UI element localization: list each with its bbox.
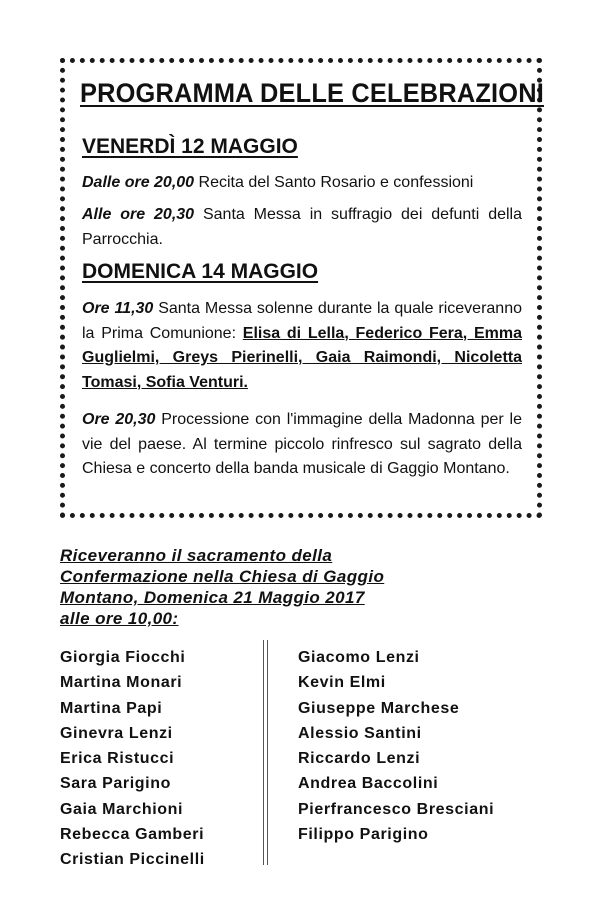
name-item: Erica Ristucci	[60, 750, 175, 768]
name-item: Rebecca Gamberi	[60, 826, 205, 844]
confirmation-heading	[60, 545, 530, 629]
name-item: Pierfrancesco Bresciani	[298, 800, 495, 818]
name-item: Kevin Elmi	[298, 674, 386, 692]
name-item: Giorgia Fiocchi	[60, 649, 186, 666]
name-item: Alessio Santini	[298, 724, 422, 742]
event-text: Santa Messa solenne durante la quale riceveranno la Prima Comunione:	[82, 300, 522, 342]
name-item: Filippo Parigino	[298, 826, 429, 844]
name-item: Ginevra Lenzi	[60, 724, 173, 742]
communion-names: Elisa di Lella, Federico Fera, Emma Guglielmi, Greys Pierinelli, Gaia Raimondi, Nicoletta Tomasi, Sofia Venturi.	[82, 324, 522, 391]
name-item: Martina Papi	[60, 699, 163, 717]
name-item: Martina Monari	[60, 674, 183, 692]
name-item: Andrea Baccolini	[298, 775, 439, 793]
confirmation-names-right	[298, 645, 494, 847]
confirmation-heading-line: Confermazione nella Chiesa di Gaggio	[60, 567, 385, 586]
event-friday-mass	[82, 203, 522, 252]
day-title-sunday: DOMENICA 14 MAGGIO	[82, 260, 319, 283]
name-item: Giacomo Lenzi	[298, 649, 420, 666]
column-divider	[263, 640, 268, 865]
event-text: Recita del Santo Rosario e confessioni	[194, 174, 474, 191]
name-item: Sara Parigino	[60, 775, 171, 793]
confirmation-names-left	[60, 645, 205, 873]
event-time: Dalle ore 20,00	[82, 174, 195, 191]
event-time: Alle ore 20,30	[82, 206, 195, 223]
event-time: Ore 20,30	[82, 411, 156, 428]
name-item: Giuseppe Marchese	[298, 699, 460, 717]
event-sunday-communion	[82, 297, 522, 395]
day-title-friday: VENERDÌ 12 MAGGIO	[82, 135, 298, 158]
event-text: Processione con l'immagine della Madonna per le vie del paese. Al termine piccolo rinfresco sul sagrato della Chiesa e concerto della banda musicale di Gaggio Montano.	[82, 411, 522, 477]
event-sunday-procession	[82, 408, 522, 482]
confirmation-heading-line: Riceveranno il sacramento della	[60, 546, 333, 565]
event-text: Santa Messa in suffragio dei defunti della Parrocchia.	[82, 206, 523, 248]
event-friday-rosary	[82, 171, 522, 196]
name-item: Riccardo Lenzi	[298, 750, 421, 768]
program-title: PROGRAMMA DELLE CELEBRAZIONI	[80, 78, 544, 108]
event-time: Ore 11,30	[82, 300, 154, 317]
name-item: Cristian Piccinelli	[60, 851, 205, 869]
name-item: Gaia Marchioni	[60, 800, 184, 818]
confirmation-heading-line: alle ore 10,00:	[60, 609, 179, 628]
confirmation-heading-line: Montano, Domenica 21 Maggio 2017	[60, 588, 365, 607]
